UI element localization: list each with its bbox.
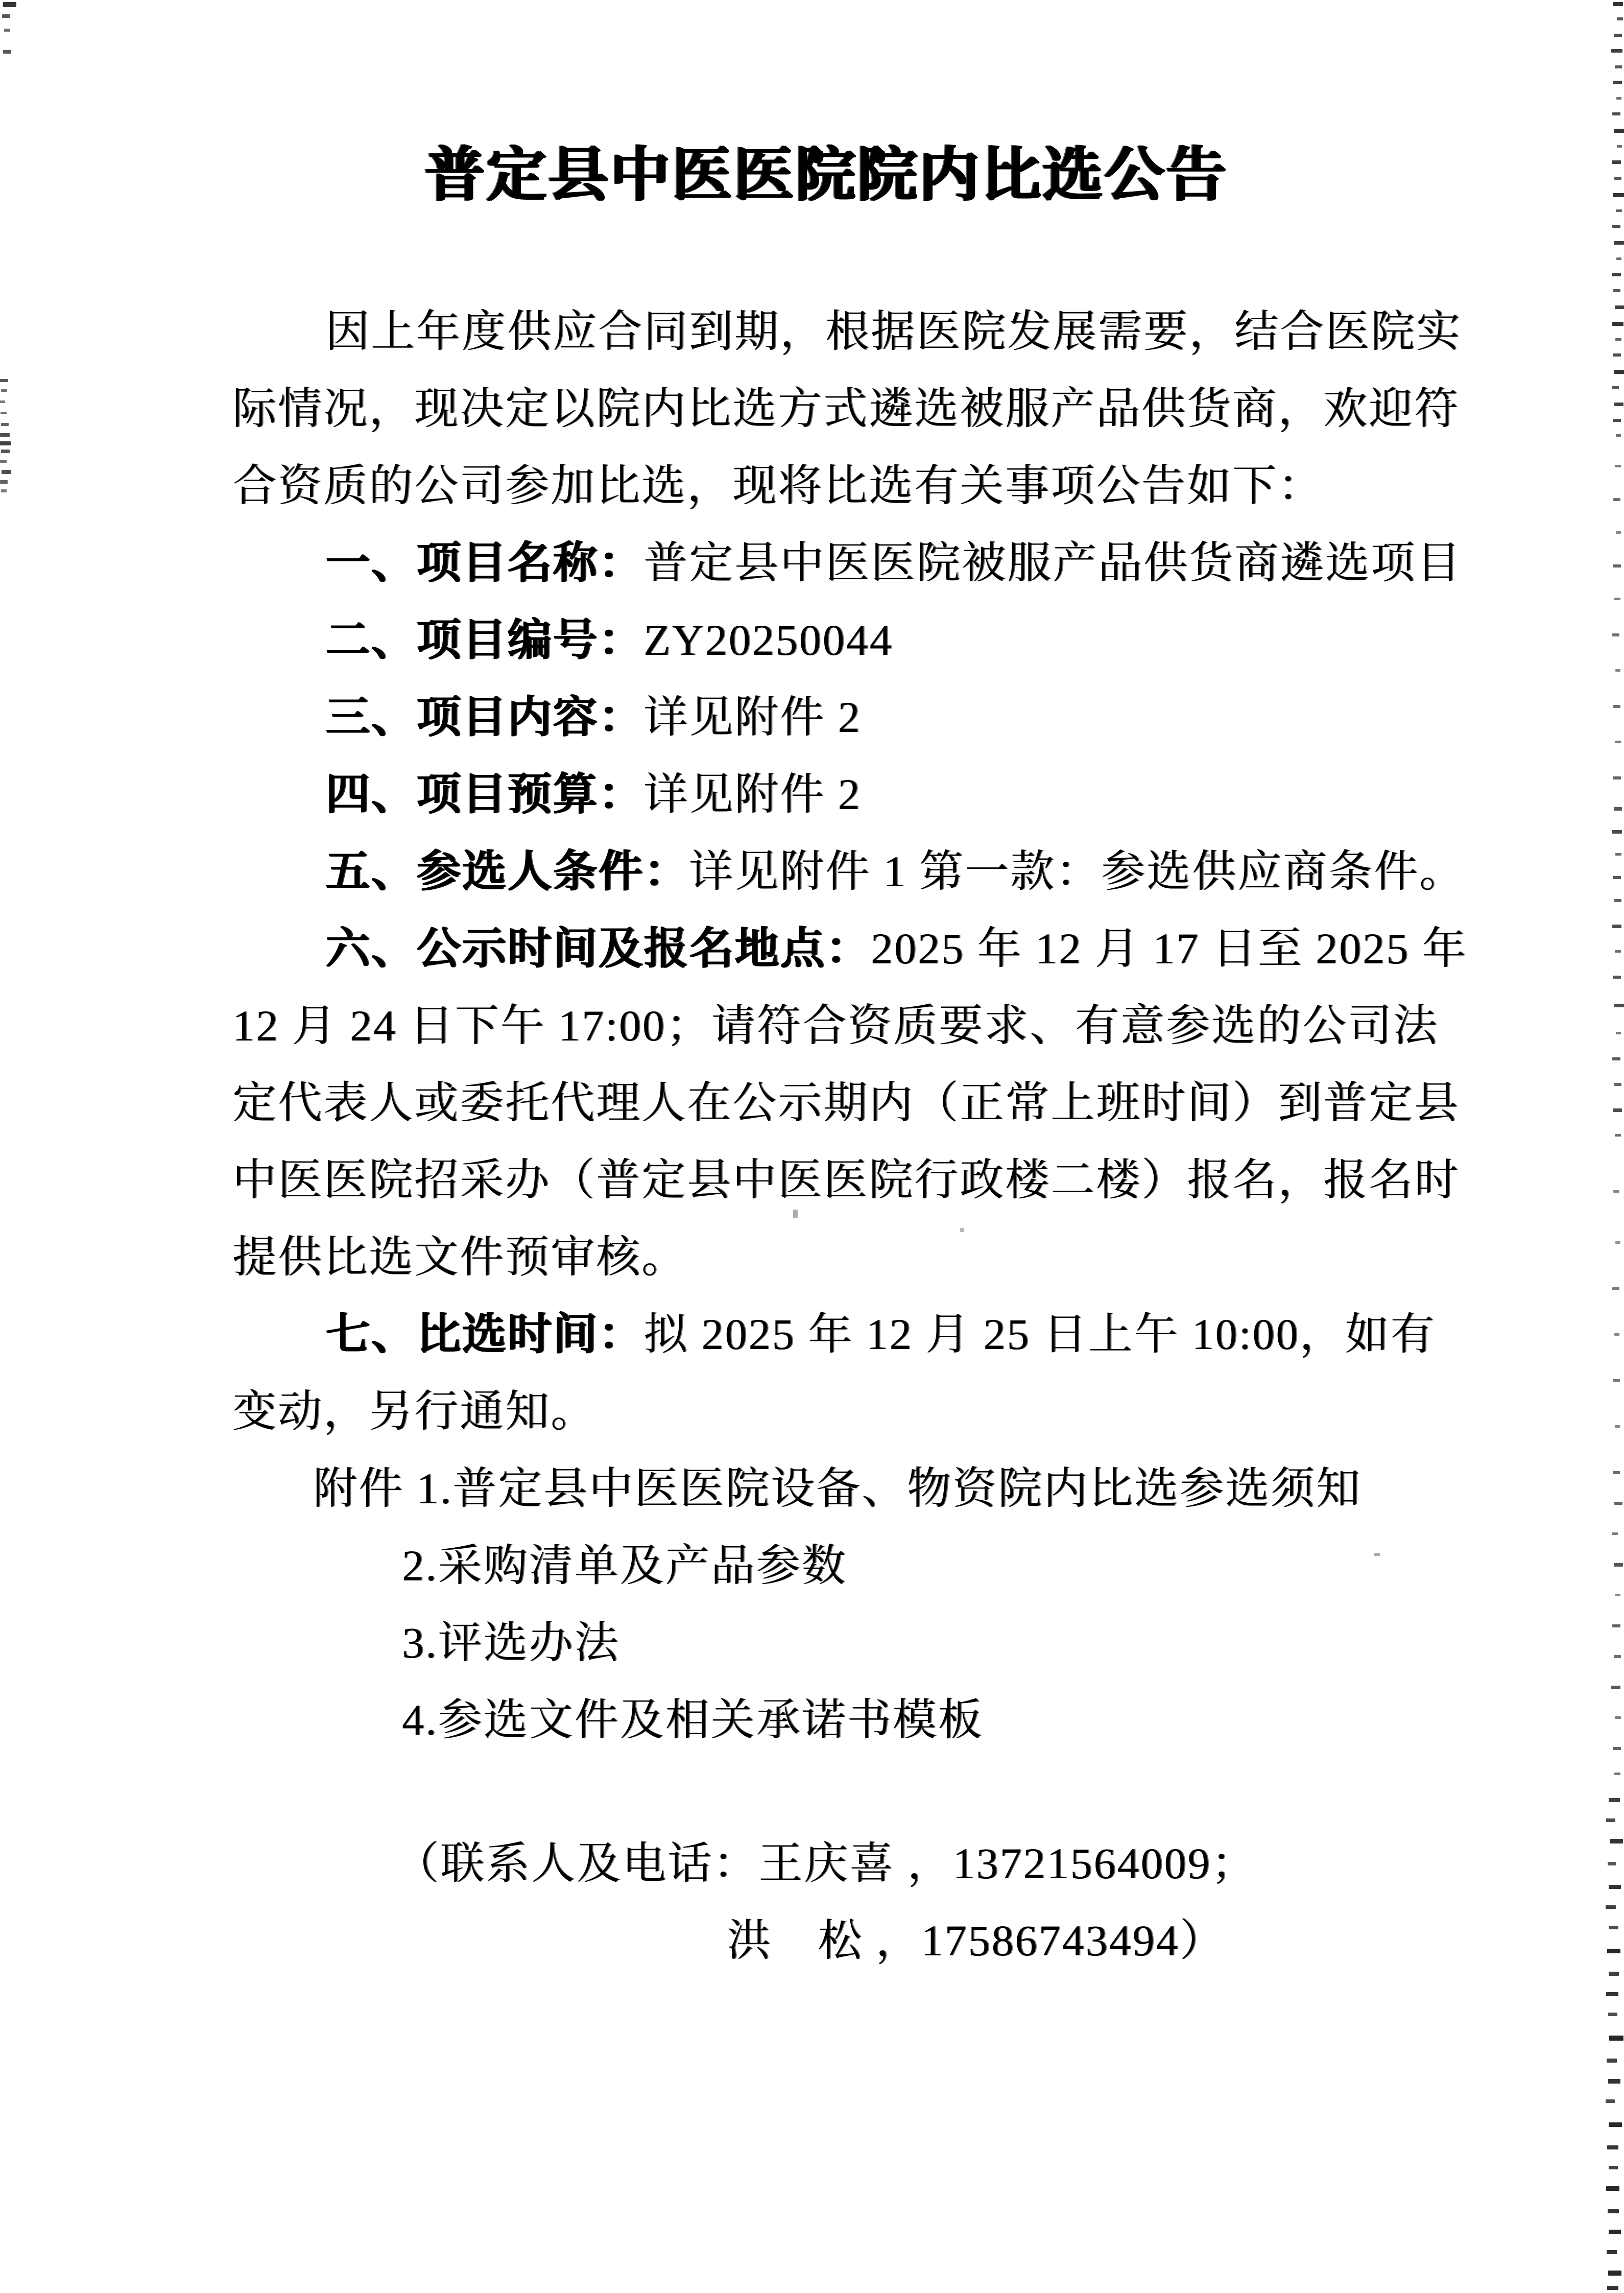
scan-noise-mark: [1611, 1686, 1620, 1689]
scan-noise-mark: [0, 379, 8, 382]
line-text: 提供比选文件预审核。: [232, 1233, 687, 1282]
scan-noise-mark: [1609, 2166, 1618, 2169]
scan-noise-mark: [1607, 2059, 1617, 2063]
item-label: 三、项目内容：: [325, 693, 643, 742]
scan-noise-mark: [1614, 1772, 1620, 1775]
scan-noise-mark: [1612, 322, 1623, 326]
scan-noise-mark: [1612, 1624, 1620, 1627]
blank-line: [232, 1759, 1499, 1825]
scan-noise-mark: [1613, 419, 1621, 422]
scan-noise-mark: [1612, 112, 1620, 115]
text-line: [325, 525, 1499, 602]
scan-noise-mark: [1612, 925, 1621, 928]
scan-noise-mark: [1615, 338, 1621, 341]
scan-noise-mark: [1609, 1798, 1620, 1802]
text-line: [232, 987, 1499, 1065]
scan-noise-mark: [1616, 97, 1621, 100]
item-label: 四、项目预算：: [325, 770, 643, 819]
scan-noise-mark: [1612, 273, 1621, 276]
scan-noise-mark: [2, 470, 11, 474]
scan-noise-mark: [0, 480, 8, 484]
scan-noise-mark: [1613, 876, 1621, 879]
scan-noise-mark: [1615, 669, 1620, 672]
scan-noise-mark: [1, 489, 7, 492]
scan-noise-mark: [1614, 1004, 1624, 1007]
scan-noise-mark: [1613, 976, 1621, 979]
scan-noise-mark: [1609, 1926, 1618, 1929]
scan-noise-mark: [1606, 2099, 1615, 2103]
scan-noise-mark: [1613, 498, 1620, 501]
scan-noise-mark: [0, 441, 11, 445]
scan-noise-mark: [1612, 633, 1619, 636]
scan-noise-mark: [1615, 1716, 1621, 1719]
scan-noise-mark: [0, 400, 5, 403]
scan-noise-mark: [1617, 17, 1623, 20]
line-text: 详见附件 2: [643, 770, 862, 819]
scan-noise-mark: [1608, 2013, 1617, 2016]
text-line: [395, 1825, 1499, 1902]
line-text: 详见附件 2: [643, 693, 862, 742]
text-line: [402, 1527, 1499, 1604]
text-line: [313, 1450, 1499, 1527]
text-line: [232, 1373, 1499, 1450]
scan-noise-mark: [1615, 853, 1621, 856]
text-line: [232, 1142, 1499, 1219]
scan-noise-mark: [1614, 899, 1621, 902]
text-line: [325, 910, 1499, 987]
scan-noise-mark: [1609, 2122, 1622, 2127]
scan-noise-mark: [4, 29, 10, 32]
text-line: [325, 602, 1499, 679]
scan-noise-mark: [1616, 257, 1621, 260]
scan-noise-mark: [1612, 1287, 1619, 1290]
scan-noise-mark: [1606, 1992, 1618, 1996]
scan-noise-mark: [1616, 1032, 1621, 1034]
scan-noise-mark: [1, 423, 9, 426]
scan-noise-mark: [1606, 1818, 1615, 1822]
text-line: [402, 1682, 1499, 1759]
text-line: [232, 1219, 1499, 1296]
scan-noise-mark: [1615, 305, 1624, 309]
scan-noise-mark: [1611, 49, 1622, 53]
line-text: 拟 2025 年 12 月 25 日上午 10:00，如有: [643, 1310, 1436, 1359]
scan-noise-mark: [1613, 1190, 1619, 1193]
line-text: 中医医院招采办（普定县中医医院行政楼二楼）报名，报名时: [232, 1155, 1460, 1204]
text-line: [402, 1604, 1499, 1682]
scan-noise-mark: [1606, 2186, 1619, 2191]
scan-noise-mark: [1615, 741, 1621, 743]
scan-noise-mark: [1616, 531, 1621, 534]
scan-noise-mark: [1608, 2209, 1619, 2213]
item-label: 五、参选人条件：: [325, 847, 689, 896]
text-line: [325, 756, 1499, 833]
item-label: 六、公示时间及报名地点：: [325, 924, 871, 973]
scan-noise-mark: [1613, 2, 1623, 6]
line-text: 2025 年 12 月 17 日至 2025 年: [871, 924, 1468, 973]
scan-noise-mark: [1614, 370, 1624, 374]
scan-noise-mark: [1614, 241, 1624, 245]
scan-noise-mark: [1614, 1655, 1621, 1658]
scan-noise-mark: [3, 50, 11, 54]
scan-noise-mark: [1614, 129, 1624, 133]
scan-noise-mark: [1613, 81, 1622, 84]
scan-noise-mark: [1616, 434, 1621, 437]
scan-noise-mark: [1613, 1471, 1620, 1474]
document-title: 普定县中医医院院内比选公告: [424, 143, 1228, 208]
scan-noise-mark: [1614, 598, 1620, 600]
scan-noise-mark: [1607, 1949, 1620, 1953]
scan-noise-mark: [1613, 705, 1620, 708]
scan-noise-mark: [1613, 1108, 1622, 1112]
scan-noise-mark: [1609, 2036, 1623, 2041]
line-text: 合资质的公司参加比选，现将比选有关事项公告如下：: [232, 461, 1323, 510]
item-label: 七、比选时间：: [325, 1310, 643, 1359]
scan-noise-mark: [1, 450, 10, 453]
line-text: 4.参选文件及相关承诺书模板: [402, 1695, 984, 1744]
scan-noise-mark: [1613, 564, 1621, 568]
scan-noise-mark: [1615, 1425, 1620, 1428]
line-text: （联系人及电话：王庆喜 ，13721564009；: [395, 1839, 1257, 1888]
scan-noise-mark: [1609, 1885, 1621, 1889]
scan-noise-mark: [1614, 1333, 1619, 1336]
text-line: [325, 1296, 1499, 1373]
scan-noise-mark: [1612, 386, 1619, 389]
item-label: 二、项目编号：: [325, 616, 643, 665]
scan-noise-mark: [1607, 2286, 1618, 2290]
scan-noise-mark: [0, 460, 7, 463]
scan-noise-mark: [1614, 807, 1622, 811]
line-text: 附件 1.普定县中医医院设备、物资院内比选参选须知: [313, 1464, 1362, 1513]
scan-noise-mark: [2, 14, 10, 18]
scan-noise-mark: [1613, 1379, 1620, 1382]
scan-noise-mark: [1615, 1594, 1620, 1596]
scan-noise-mark: [1610, 1839, 1623, 1843]
scan-noise-mark: [1606, 1905, 1616, 1909]
text-line: [727, 1902, 1499, 1979]
text-line: [325, 293, 1499, 370]
document-body: [232, 293, 1499, 1979]
scan-noise-mark: [3, 2, 16, 7]
line-text: 变动，另行通知。: [232, 1387, 596, 1436]
scan-noise-mark: [1614, 403, 1623, 406]
line-text: 际情况，现决定以院内比选方式遴选被服产品供货商，欢迎符: [232, 384, 1460, 433]
line-text: 因上年度供应合同到期，根据医院发展需要，结合医院实: [325, 307, 1462, 356]
scan-noise-mark: [1614, 34, 1622, 37]
scan-noise-mark: [1613, 353, 1621, 357]
scan-noise-mark: [1615, 950, 1621, 953]
line-text: 2.采购清单及产品参数: [402, 1541, 847, 1590]
item-label: 一、项目名称：: [325, 538, 643, 587]
scan-noise-mark: [1613, 289, 1620, 292]
line-text: 普定县中医医院被服产品供货商遴选项目: [643, 538, 1462, 587]
scan-noise-mark: [1613, 1747, 1621, 1750]
scan-noise-mark: [1614, 1083, 1621, 1086]
scan-noise-mark: [1614, 1563, 1623, 1567]
scan-noise-mark: [1607, 2145, 1618, 2149]
text-line: [232, 370, 1499, 447]
line-text: 详见附件 1 第一款：参选供应商条件。: [689, 847, 1465, 896]
text-line: [232, 1065, 1499, 1142]
scan-noise-mark: [1612, 225, 1620, 228]
scan-noise-mark: [1, 389, 7, 392]
scan-noise-mark: [1616, 209, 1622, 212]
scan-noise-mark: [1607, 2250, 1617, 2254]
scan-noise-mark: [1615, 465, 1621, 467]
line-text: 12 月 24 日下午 17:00；请符合资质要求、有意参选的公司法: [232, 1001, 1439, 1050]
scan-noise-mark: [1614, 1502, 1622, 1505]
scan-noise-mark: [1609, 2230, 1621, 2234]
text-line: [325, 833, 1499, 910]
scan-noise-mark: [1608, 2271, 1621, 2276]
scan-noise-mark: [1615, 1241, 1620, 1244]
line-text: 3.评选办法: [402, 1618, 620, 1667]
scan-noise-mark: [1612, 1532, 1618, 1535]
scan-noise-mark: [1, 412, 7, 414]
line-text: ZY20250044: [643, 616, 893, 665]
line-text: 定代表人或委托代理人在公示期内（正常上班时间）到普定县: [232, 1078, 1460, 1127]
line-text: 洪 松 ，17586743494）: [727, 1916, 1225, 1965]
scan-noise-mark: [1615, 65, 1622, 68]
scan-noise-mark: [1613, 776, 1621, 779]
scan-noise-mark: [1608, 1862, 1616, 1865]
text-line: [232, 447, 1499, 525]
text-line: [325, 679, 1499, 756]
scan-noise-mark: [1609, 1972, 1619, 1976]
scan-noise-mark: [0, 433, 10, 437]
scan-noise-mark: [1612, 830, 1622, 834]
scan-noise-mark: [1615, 1134, 1621, 1137]
scan-noise-mark: [1608, 2079, 1620, 2084]
scan-noise-mark: [1612, 1057, 1620, 1060]
